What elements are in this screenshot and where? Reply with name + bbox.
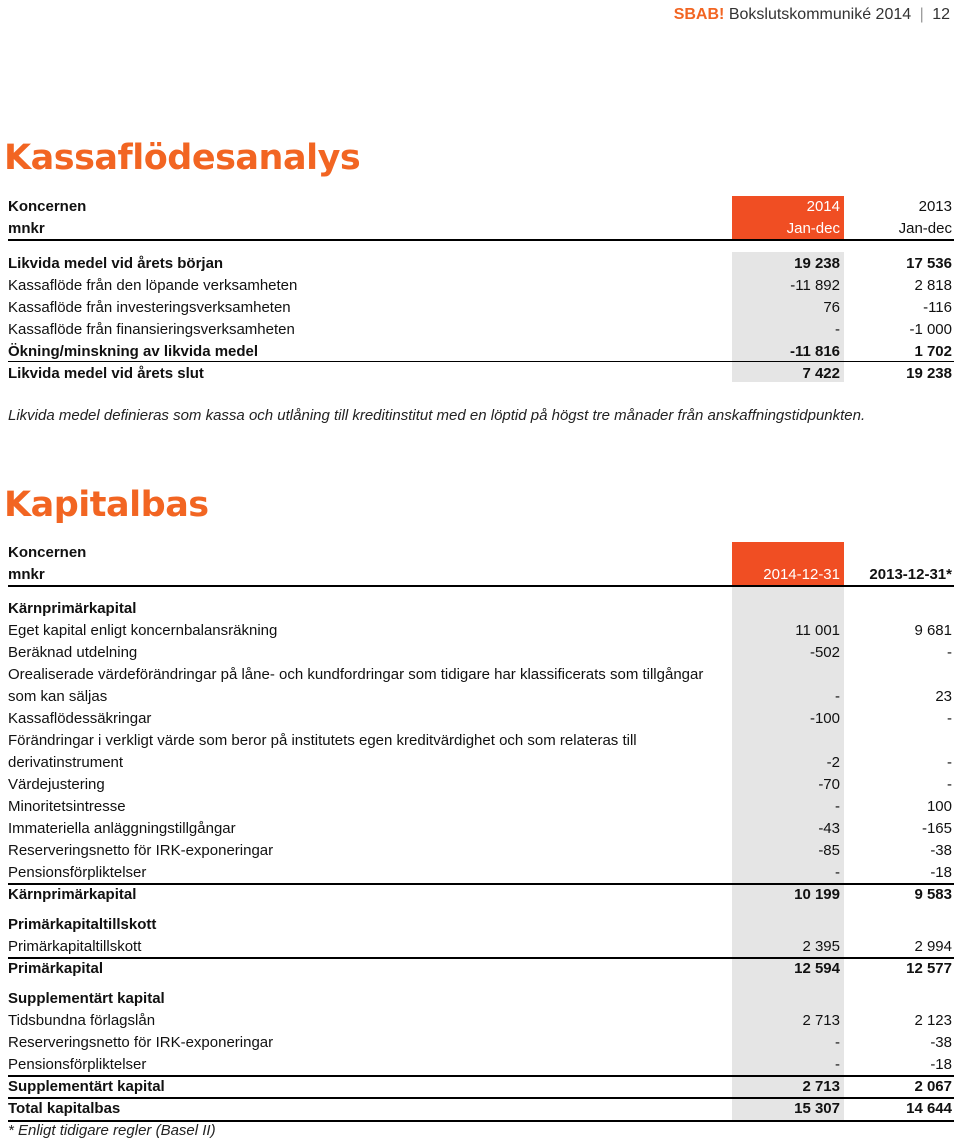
- row-label: Supplementärt kapital: [8, 990, 165, 1007]
- row-label: Förändringar i verkligt värde som beror på institutets egen kreditvärdighet och som relateras till derivatinstrument: [8, 732, 637, 771]
- row-value-current: -100: [809, 710, 840, 727]
- table-row: [8, 319, 954, 341]
- row-label: Orealiserade värdeförändringar på låne- och kundfordringar som tidigare har klassificerats som tillgångar som kan säljas: [8, 666, 704, 705]
- row-value-previous: 19 238: [906, 365, 952, 382]
- report-title: Bokslutskommuniké 2014: [728, 6, 912, 23]
- cashflow-col1-year: 2014: [806, 198, 840, 215]
- row-label: Likvida medel vid årets början: [8, 255, 224, 272]
- page-header: [674, 6, 950, 24]
- row-label: Kassaflöde från finansieringsverksamheten: [8, 321, 295, 338]
- row-value-previous: -38: [930, 842, 952, 859]
- row-label: Primärkapitaltillskott: [8, 916, 157, 933]
- row-label: Immateriella anläggningstillgångar: [8, 820, 236, 837]
- row-label: Supplementärt kapital: [8, 1078, 165, 1095]
- sum-rule: [8, 1097, 954, 1099]
- row-label: Total kapitalbas: [8, 1100, 121, 1117]
- row-value-previous: -165: [921, 820, 952, 837]
- row-label: Kassaflödessäkringar: [8, 710, 152, 727]
- table-row: [8, 862, 954, 884]
- table-row: [8, 774, 954, 796]
- row-value-current: -2: [826, 754, 840, 771]
- row-value-current: 12 594: [794, 960, 840, 977]
- table-row: [8, 914, 954, 936]
- row-value-current: -: [835, 1056, 840, 1073]
- table-row: [8, 297, 954, 319]
- table-row: [8, 620, 954, 642]
- cashflow-group-label: Koncernen: [8, 198, 87, 215]
- row-label: Primärkapital: [8, 960, 104, 977]
- cashflow-note: Likvida medel definieras som kassa och utlåning till kreditinstitut med en löptid på högst tre månader från anskaffningstidpunkten.: [8, 407, 866, 424]
- cashflow-unit-label: mnkr: [8, 220, 45, 237]
- sum-rule: [8, 883, 954, 885]
- row-value-previous: 2 067: [914, 1078, 952, 1095]
- row-value-current: -502: [809, 644, 840, 661]
- row-value-previous: 14 644: [906, 1100, 952, 1117]
- row-label: Kärnprimärkapital: [8, 886, 137, 903]
- row-label: Minoritetsintresse: [8, 798, 126, 815]
- row-label: Ökning/minskning av likvida medel: [8, 343, 259, 360]
- cashflow-header-rule: [8, 239, 954, 241]
- table-row: [8, 664, 954, 708]
- table-row: [8, 840, 954, 862]
- table-row: [8, 1010, 954, 1032]
- row-value-current: -: [835, 798, 840, 815]
- table-row: [8, 796, 954, 818]
- row-label: Beräknad utdelning: [8, 644, 138, 661]
- row-value-previous: -18: [930, 1056, 952, 1073]
- row-value-previous: 9 583: [914, 886, 952, 903]
- table-row: [8, 275, 954, 297]
- row-label: Eget kapital enligt koncernbalansräkning: [8, 622, 278, 639]
- row-label: Tidsbundna förlagslån: [8, 1012, 156, 1029]
- row-value-previous: 2 818: [914, 277, 952, 294]
- table-row: [8, 818, 954, 840]
- row-value-previous: 1 702: [914, 343, 952, 360]
- table-row: [8, 341, 954, 363]
- table-row: [8, 936, 954, 958]
- row-value-current: -11 892: [790, 277, 840, 294]
- table-row: [8, 884, 954, 906]
- table-row: [8, 1054, 954, 1076]
- row-value-current: -70: [818, 776, 840, 793]
- table-row: [8, 642, 954, 664]
- cashflow-col1-period: Jan-dec: [786, 220, 840, 237]
- table-row: [8, 988, 954, 1010]
- row-value-previous: 9 681: [914, 622, 952, 639]
- row-value-current: -43: [818, 820, 840, 837]
- row-value-previous: -: [947, 710, 952, 727]
- page-number: 12: [932, 6, 950, 23]
- row-value-previous: 23: [935, 688, 952, 705]
- table-row: [8, 1098, 954, 1120]
- row-value-previous: -: [947, 776, 952, 793]
- capital-col2-date: 2013-12-31*: [869, 566, 952, 583]
- row-label: Kassaflöde från investeringsverksamheten: [8, 299, 291, 316]
- row-value-previous: -38: [930, 1034, 952, 1051]
- table-row: [8, 253, 954, 275]
- row-label: Primärkapitaltillskott: [8, 938, 142, 955]
- cashflow-title: Kassaflödesanalys: [4, 138, 361, 178]
- capital-header: [8, 542, 954, 586]
- table-row: [8, 730, 954, 774]
- capital-unit-label: mnkr: [8, 566, 45, 583]
- row-value-current: 76: [823, 299, 840, 316]
- row-value-current: 2 713: [802, 1078, 840, 1095]
- row-value-previous: 2 994: [914, 938, 952, 955]
- row-value-current: 19 238: [794, 255, 840, 272]
- row-label: Pensionsförpliktelser: [8, 864, 147, 881]
- row-label: Likvida medel vid årets slut: [8, 365, 204, 382]
- capital-group-label: Koncernen: [8, 544, 87, 561]
- table-row: [8, 708, 954, 730]
- table-row: [8, 1076, 954, 1098]
- row-value-previous: -116: [923, 299, 952, 316]
- row-value-previous: -1 000: [909, 321, 952, 338]
- brand-logo: SBAB!: [673, 6, 725, 23]
- row-value-current: 10 199: [794, 886, 840, 903]
- row-value-current: 7 422: [802, 365, 840, 382]
- table-row: [8, 598, 954, 620]
- row-value-current: 15 307: [794, 1100, 840, 1117]
- row-value-current: -: [835, 321, 840, 338]
- cashflow-header: [8, 196, 954, 240]
- row-value-previous: 12 577: [906, 960, 952, 977]
- table-row: [8, 363, 954, 385]
- row-value-current: 2 713: [802, 1012, 840, 1029]
- row-value-previous: -18: [930, 864, 952, 881]
- row-label: Värdejustering: [8, 776, 105, 793]
- row-label: Kassaflöde från den löpande verksamheten: [8, 277, 298, 294]
- row-value-previous: 2 123: [914, 1012, 952, 1029]
- header-separator: |: [919, 6, 924, 23]
- row-value-previous: -: [947, 754, 952, 771]
- row-value-previous: 17 536: [906, 255, 952, 272]
- cashflow-col2-period: Jan-dec: [898, 220, 952, 237]
- row-value-current: -: [835, 688, 840, 705]
- row-label: Reserveringsnetto för IRK-exponeringar: [8, 842, 274, 859]
- total-rule: [8, 1120, 954, 1122]
- sum-rule: [8, 957, 954, 959]
- row-value-current: -: [835, 864, 840, 881]
- cashflow-col2-year: 2013: [918, 198, 952, 215]
- row-value-current: 2 395: [802, 938, 840, 955]
- row-label: Kärnprimärkapital: [8, 600, 137, 617]
- row-value-previous: 100: [926, 798, 952, 815]
- sum-rule: [8, 1075, 954, 1077]
- cashflow-sum-rule: [8, 361, 954, 362]
- capital-title: Kapitalbas: [4, 485, 209, 525]
- row-value-current: -85: [818, 842, 840, 859]
- row-label: Pensionsförpliktelser: [8, 1056, 147, 1073]
- row-value-current: 11 001: [795, 622, 840, 639]
- table-row: [8, 958, 954, 980]
- row-value-previous: -: [947, 644, 952, 661]
- capital-footnote: * Enligt tidigare regler (Basel II): [8, 1122, 216, 1139]
- row-value-current: -11 816: [789, 343, 840, 360]
- capital-col1-date: 2014-12-31: [763, 566, 840, 583]
- row-label: Reserveringsnetto för IRK-exponeringar: [8, 1034, 274, 1051]
- table-row: [8, 1032, 954, 1054]
- row-value-current: -: [835, 1034, 840, 1051]
